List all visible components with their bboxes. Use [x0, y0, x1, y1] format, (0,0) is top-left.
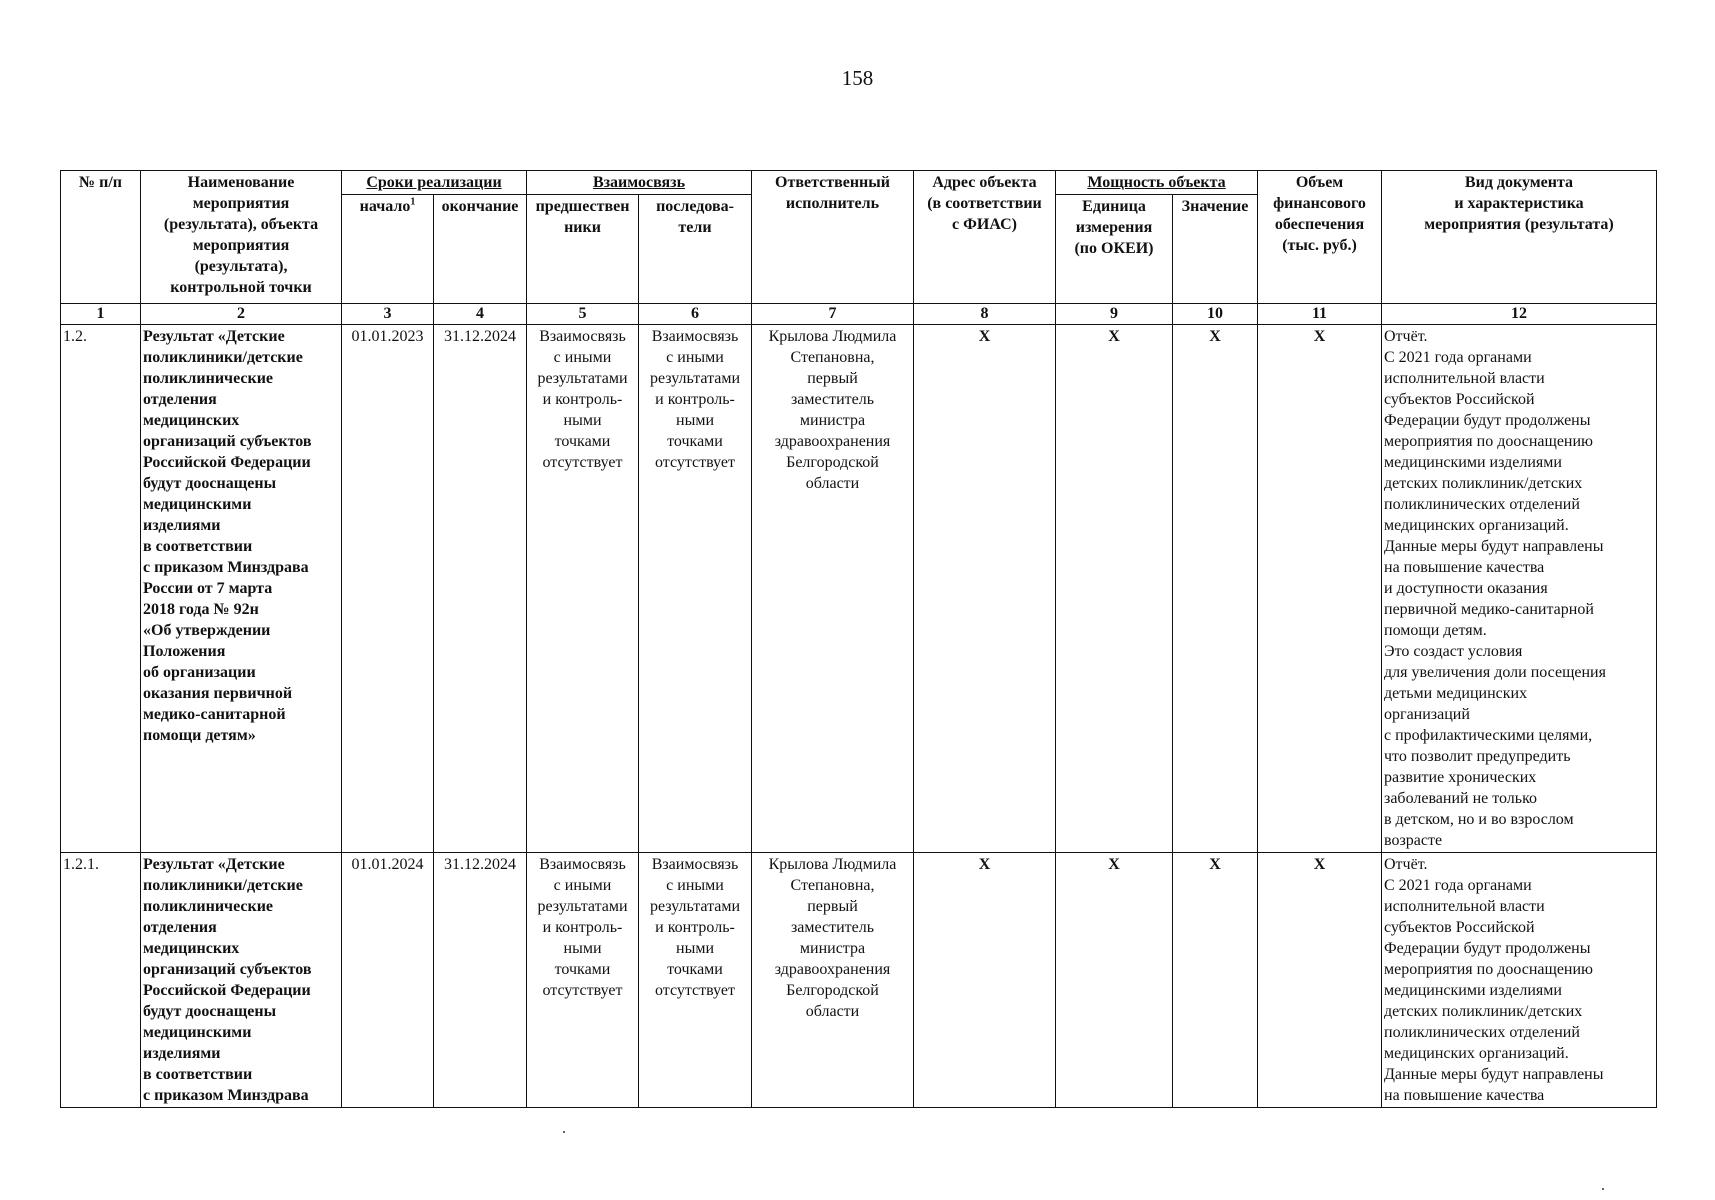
header-unit: Единица измерения (по ОКЕИ)	[1056, 195, 1173, 304]
header-end: окончание	[434, 195, 527, 304]
header-doc-type: Вид документа и характеристика мероприятия (результата)	[1382, 171, 1657, 304]
row-predecessors: Взаимосвязь с иными результатами и контроль- ными точками отсутствует	[527, 853, 639, 1108]
row-unit: X	[1056, 853, 1173, 1108]
column-number: 9	[1056, 304, 1173, 325]
row-value: X	[1173, 325, 1258, 853]
header-link-group: Взаимосвязь	[527, 171, 752, 195]
row-start-date: 01.01.2024	[342, 853, 434, 1108]
column-number: 1	[61, 304, 141, 325]
row-doc-description: Отчёт. С 2021 года органами исполнительной власти субъектов Российской Федерации будут продолжены мероприятия по дооснащению медицинскими изделиями детских поликлиник/детских поликлинических отделений медицинских организаций. Данные меры будут направлены на повышение качества	[1382, 853, 1657, 1108]
column-number: 8	[914, 304, 1056, 325]
column-number: 6	[639, 304, 752, 325]
header-predecessors: предшествен ники	[527, 195, 639, 304]
header-responsible: Ответственный исполнитель	[752, 171, 914, 304]
row-address: X	[914, 853, 1056, 1108]
header-start: начало$^1$	[342, 195, 434, 304]
row-address: X	[914, 325, 1056, 853]
row-name: Результат «Детские поликлиники/детские поликлинические отделения медицинских организаций субъектов Российской Федерации будут дооснащены медицинскими изделиями в соответствии с приказом Минздрава России от 7 марта 2018 года № 92н «Об утверждении Положения об организации оказания первичной медико-санитарной помощи детям»	[141, 325, 342, 853]
column-number: 12	[1382, 304, 1657, 325]
row-funding: X	[1258, 325, 1382, 853]
header-value: Значение	[1173, 195, 1258, 304]
page-number: 158	[841, 66, 874, 90]
row-number: 1.2.	[61, 325, 141, 853]
row-unit: X	[1056, 325, 1173, 853]
column-number: 3	[342, 304, 434, 325]
header-successors: последова- тели	[639, 195, 752, 304]
header-num: № п/п	[61, 171, 141, 304]
column-number: 7	[752, 304, 914, 325]
table-row	[61, 853, 1657, 1108]
column-number-row	[61, 304, 1657, 325]
column-number: 5	[527, 304, 639, 325]
scan-speck	[1602, 1188, 1604, 1190]
row-funding: X	[1258, 853, 1382, 1108]
table-row	[61, 325, 1657, 853]
row-predecessors: Взаимосвязь с иными результатами и контроль- ными точками отсутствует	[527, 325, 639, 853]
column-number: 2	[141, 304, 342, 325]
column-number: 11	[1258, 304, 1382, 325]
header-capacity-group: Мощность объекта	[1056, 171, 1258, 195]
column-number: 4	[434, 304, 527, 325]
header-timing-group: Сроки реализации	[342, 171, 527, 195]
row-successors: Взаимосвязь с иными результатами и контроль- ными точками отсутствует	[639, 325, 752, 853]
row-successors: Взаимосвязь с иными результатами и контроль- ными точками отсутствует	[639, 853, 752, 1108]
row-name: Результат «Детские поликлиники/детские поликлинические отделения медицинских организаций субъектов Российской Федерации будут дооснащены медицинскими изделиями в соответствии с приказом Минздрава	[141, 853, 342, 1108]
header-name: Наименование мероприятия (результата), объекта мероприятия (результата), контрольной точки	[141, 171, 342, 304]
column-number: 10	[1173, 304, 1258, 325]
row-responsible: Крылова Людмила Степановна, первый заместитель министра здравоохранения Белгородской области	[752, 853, 914, 1108]
header-row-1	[61, 171, 1657, 195]
implementation-plan-table	[60, 170, 1657, 1108]
scan-speck	[563, 1131, 565, 1133]
row-number: 1.2.1.	[61, 853, 141, 1108]
row-start-date: 01.01.2023	[342, 325, 434, 853]
row-end-date: 31.12.2024	[434, 325, 527, 853]
header-funding: Объем финансового обеспечения (тыс. руб.)	[1258, 171, 1382, 304]
row-end-date: 31.12.2024	[434, 853, 527, 1108]
row-value: X	[1173, 853, 1258, 1108]
row-responsible: Крылова Людмила Степановна, первый заместитель министра здравоохранения Белгородской области	[752, 325, 914, 853]
header-address: Адрес объекта (в соответствии с ФИАС)	[914, 171, 1056, 304]
row-doc-description: Отчёт. С 2021 года органами исполнительной власти субъектов Российской Федерации будут продолжены мероприятия по дооснащению медицинскими изделиями детских поликлиник/детских поликлинических отделений медицинских организаций. Данные меры будут направлены на повышение качества и доступности оказания первичной медико-санитарной помощи детям. Это создаст условия для увеличения доли посещения детьми медицинских организаций с профилактическими целями, что позволит предупредить развитие хронических заболеваний не только в детском, но и во взрослом возрасте	[1382, 325, 1657, 853]
